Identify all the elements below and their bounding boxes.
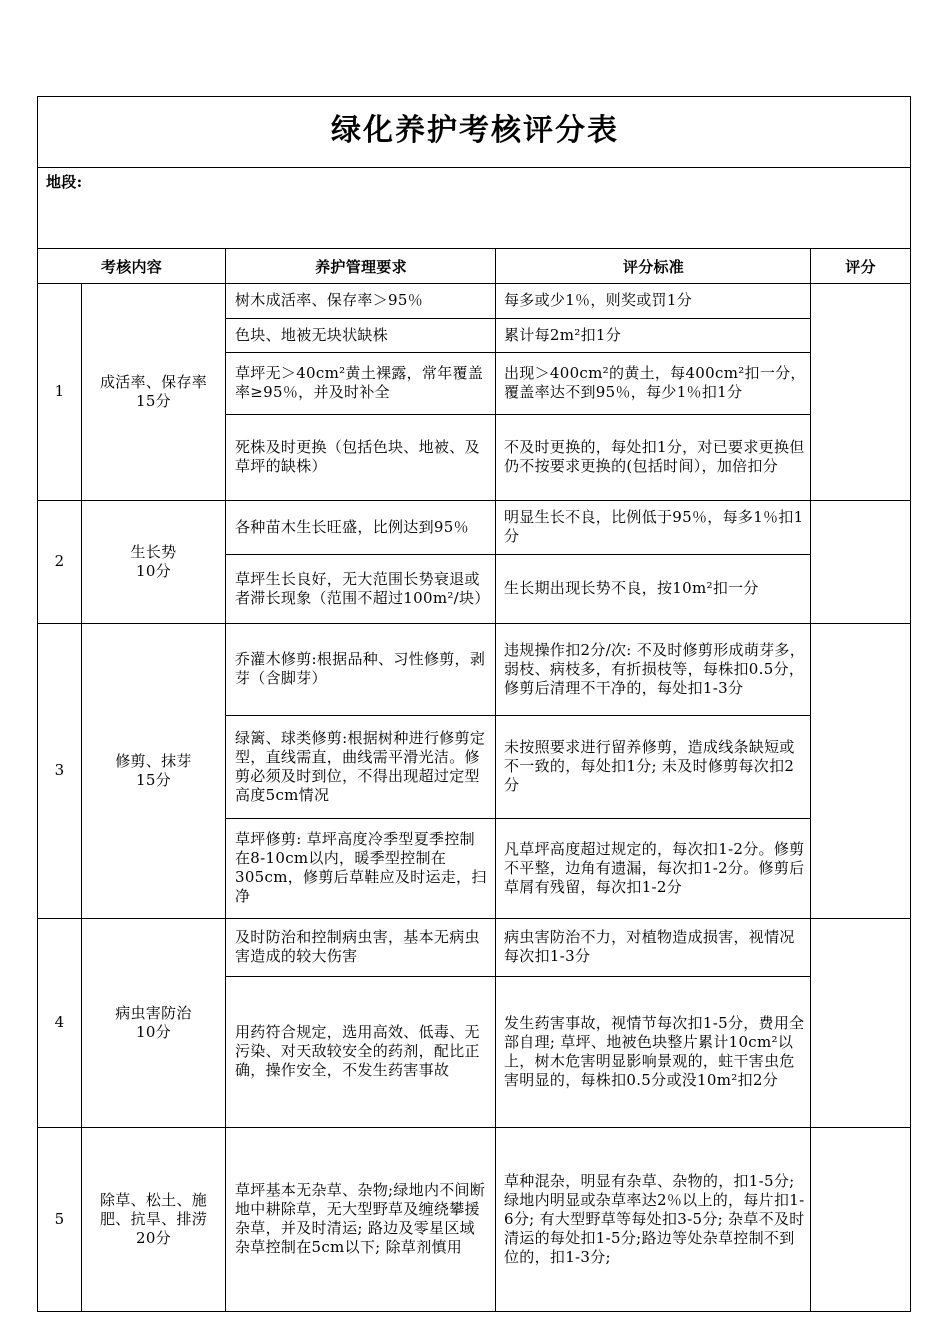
entry-divider xyxy=(226,414,811,415)
row-number: 3 xyxy=(54,761,65,779)
row-number: 1 xyxy=(54,382,65,400)
entry-standard: 草种混杂，明显有杂草、杂物的，扣1-5分; 绿地内明显或杂草率达2％以上的，每片扣1-6分; 有大型野草等每处扣3-5分; 杂草不及时清运的每处扣1-5分;路边等处杂草控制不到位的，扣1-3分; xyxy=(504,1171,805,1266)
entry-standard: 未按照要求进行留养修剪，造成线条缺短或不一致的，每处扣1分; 未及时修剪每次扣2分 xyxy=(504,738,795,794)
entry-requirement-cell xyxy=(235,416,489,498)
entry-requirement-cell xyxy=(235,285,489,316)
row-item-name: 病虫害防治 xyxy=(115,1003,192,1022)
row-item xyxy=(86,1191,221,1248)
entry-standard-cell xyxy=(504,978,806,1125)
row-number-cell xyxy=(38,918,81,1127)
row-item-points: 15分 xyxy=(136,391,171,410)
entry-divider xyxy=(226,976,811,977)
entry-standard: 违规操作扣2分/次: 不及时修剪形成萌芽多，弱枝、病枝多，有折损枝等，每株扣0.5分，修剪后清理不干净的，每处扣1-3分 xyxy=(504,640,806,697)
entry-standard-cell xyxy=(504,502,806,552)
entry-standard-cell xyxy=(504,285,806,316)
entry-standard-cell xyxy=(504,820,806,916)
entry-standard-cell xyxy=(504,717,806,816)
entry-divider xyxy=(226,818,811,819)
entry-requirement: 绿篱、球类修剪:根据树种进行修剪定型，直线需直，曲线需平滑光洁。修剪必须及时到位，不得出现超过定型高度5cm情况 xyxy=(235,728,486,804)
entry-requirement: 及时防治和控制病虫害，基本无病虫害造成的较大伤害 xyxy=(235,928,480,965)
row-item-cell xyxy=(86,918,221,1127)
entry-requirement-cell xyxy=(235,556,489,621)
entry-requirement-cell xyxy=(235,1129,489,1309)
entry-requirement: 用药符合规定，选用高效、低毒、无污染、对天敌较安全的药剂，配比正确，操作安全，不发生药害事故 xyxy=(235,1023,480,1079)
entry-divider xyxy=(226,318,811,319)
entry-standard-cell xyxy=(504,1129,806,1309)
entry-requirement: 草坪生长良好，无大范围长势衰退或者滞长现象（范围不超过100m²/块） xyxy=(235,569,490,607)
entry-standard: 凡草坪高度超过规定的，每次扣1-2分。修剪不平整，边角有遗漏，每次扣1-2分。修剪后草屑有残留，每次扣1-2分 xyxy=(504,839,805,896)
entry-requirement-cell xyxy=(235,717,489,816)
row-item xyxy=(86,752,221,790)
entry-divider xyxy=(226,352,811,353)
row-item-name: 修剪、抹芽 xyxy=(115,751,192,770)
entry-standard: 生长期出现长势不良，按10m²扣一分 xyxy=(504,579,759,597)
entry-requirement-cell xyxy=(235,502,489,552)
entry-requirement: 色块、地被无块状缺株 xyxy=(235,325,389,344)
evaluation-sheet xyxy=(37,96,911,1312)
row-item-name: 除草、松土、施肥、抗旱、排涝 xyxy=(99,1190,208,1228)
col-line-number xyxy=(81,283,82,1311)
row-item-cell xyxy=(86,623,221,918)
row-item-name: 生长势 xyxy=(130,542,177,561)
entry-requirement-cell xyxy=(235,820,489,916)
row-number-cell xyxy=(38,623,81,918)
entry-requirement-cell xyxy=(235,978,489,1125)
sheet-title: 绿化养护考核评分表 xyxy=(331,113,619,148)
row-item-points: 10分 xyxy=(136,561,171,580)
row-number-cell xyxy=(38,1127,81,1311)
entry-requirement-cell xyxy=(235,320,489,350)
entry-standard: 累计每2m²扣1分 xyxy=(504,325,622,344)
entry-standard-cell xyxy=(504,416,806,498)
entry-standard-cell xyxy=(504,320,806,350)
entry-standard: 出现＞400cm²的黄土，每400cm²扣一分，覆盖率达不到95％，每少1％扣1分 xyxy=(504,364,806,401)
entry-standard-cell xyxy=(504,354,806,412)
entry-divider xyxy=(226,715,811,716)
col-line-requirement xyxy=(495,248,496,1311)
title-divider xyxy=(38,167,910,168)
row-item-name: 成活率、保存率 xyxy=(99,372,208,391)
row-item xyxy=(86,1004,221,1042)
entry-standard: 不及时更换的，每处扣1分，对已要求更换但仍不按要求更换的(包括时间），加倍扣分 xyxy=(504,438,805,475)
col-line-content xyxy=(225,248,226,1311)
entry-requirement-cell xyxy=(235,354,489,412)
row-number: 5 xyxy=(54,1209,65,1228)
header-requirement: 养护管理要求 xyxy=(315,258,407,276)
row-item xyxy=(86,543,221,581)
row-item-cell xyxy=(86,500,221,623)
entry-standard-cell xyxy=(504,556,806,621)
entry-requirement: 树木成活率、保存率＞95％ xyxy=(235,291,423,309)
entry-requirement: 乔灌木修剪:根据品种、习性修剪，剥芽（含脚芽） xyxy=(235,650,486,687)
row-item-points: 20分 xyxy=(136,1228,171,1247)
entry-divider xyxy=(226,554,811,555)
header-content: 考核内容 xyxy=(100,258,163,276)
section-divider xyxy=(38,248,910,249)
entry-requirement: 草坪无＞40cm²黄土裸露，常年覆盖率≥95％，并及时补全 xyxy=(235,364,484,401)
row-number: 2 xyxy=(54,552,65,570)
entry-standard-cell xyxy=(504,920,806,974)
entry-standard: 每多或少1％，则奖或罚1分 xyxy=(504,291,692,309)
entry-requirement: 死株及时更换（包括色块、地被、及草坪的缺株） xyxy=(235,438,480,475)
row-number-cell xyxy=(38,283,81,500)
entry-requirement-cell xyxy=(235,920,489,974)
entry-requirement-cell xyxy=(235,625,489,713)
entry-standard-cell xyxy=(504,625,806,713)
row-number: 4 xyxy=(54,1013,65,1031)
header-standard: 评分标准 xyxy=(622,258,685,276)
entry-requirement: 草坪基本无杂草、杂物;绿地内不间断地中耕除草，无大型野草及缠绕攀援杂草，并及时清运; 路边及零星区域杂草控制在5cm以下; 除草剂慎用 xyxy=(235,1181,486,1256)
entry-requirement: 各种苗木生长旺盛，比例达到95％ xyxy=(235,517,469,536)
row-item xyxy=(86,373,221,411)
row-item-cell xyxy=(86,283,221,500)
entry-standard: 病虫害防治不力，对植物造成损害，视情况每次扣1-3分 xyxy=(504,928,795,965)
row-item-cell xyxy=(86,1127,221,1311)
entry-standard: 明显生长不良，比例低于95％，每多1％扣1分 xyxy=(504,508,804,545)
row-item-points: 15分 xyxy=(136,770,171,789)
row-item-points: 10分 xyxy=(136,1022,171,1041)
entry-requirement: 草坪修剪: 草坪高度冷季型夏季控制在8-10cm以内，暖季型控制在305cm，修剪后草鞋应及时运走，扫净 xyxy=(235,830,487,905)
section-label: 地段: xyxy=(46,173,83,191)
row-number-cell xyxy=(38,500,81,623)
col-line-standard xyxy=(810,248,811,1311)
header-score: 评分 xyxy=(845,258,876,276)
row-divider xyxy=(38,1311,910,1312)
entry-standard: 发生药害事故，视情节每次扣1-5分，费用全部自理; 草坪、地被色块整片累计10cm²以上，树木危害明显影响景观的，蛀干害虫危害明显的，每株扣0.5分或没10m²扣2分 xyxy=(504,1013,805,1089)
